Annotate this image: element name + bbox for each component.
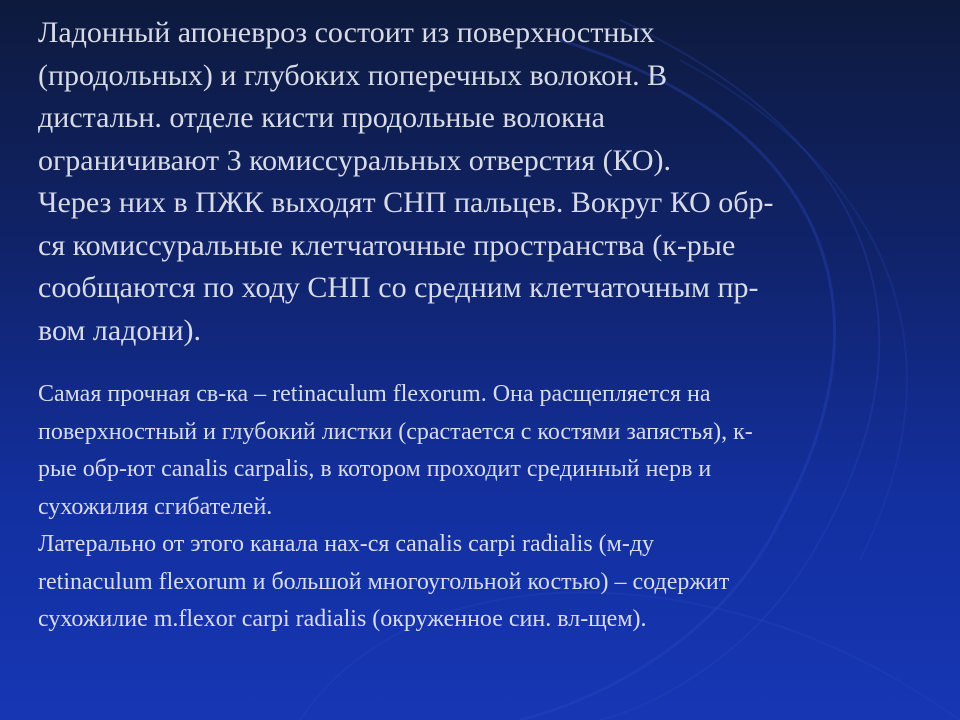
- text-line: дистальн. отделе кисти продольные волокна: [38, 101, 605, 134]
- text-line: Через них в ПЖК выходят СНП пальцев. Вокруг КО обр-: [38, 186, 774, 219]
- text-line: ся комиссуральные клетчаточные пространства (к-рые: [38, 228, 736, 262]
- paragraph-retinaculum: [38, 376, 938, 639]
- text-line: сообщаются по ходу СНП со средним клетчаточным пр-: [38, 271, 759, 304]
- text-line: ограничивают 3 комиссуральных отверстия (КО).: [38, 143, 671, 177]
- text-line: сухожилие m.flexor carpi radialis (окруженное син. вл-щем).: [38, 606, 647, 632]
- text-line: поверхностный и глубокий листки (срастается с костями запястья), к-: [38, 418, 753, 445]
- slide-body: [38, 12, 938, 639]
- text-line: Самая прочная св-ка – retinaculum flexorum. Она расщепляется на: [38, 381, 711, 407]
- text-line: (продольных) и глубоких поперечных волокон. В: [38, 58, 668, 92]
- text-line: Латерально от этого канала нах-ся canalis carpi radialis (м-ду: [38, 531, 655, 557]
- text-line: сухожилия сгибателей.: [38, 493, 273, 520]
- text-line: retinaculum flexorum и большой многоугольной костью) – содержит: [38, 568, 730, 595]
- paragraph-aponeurosis: [38, 12, 938, 352]
- text-line: вом ладони).: [38, 313, 202, 347]
- text-line: рые обр-ют canalis carpalis, в котором проходит срединный нерв и: [38, 456, 712, 482]
- text-line: Ладонный апоневроз состоит из поверхностных: [38, 16, 655, 49]
